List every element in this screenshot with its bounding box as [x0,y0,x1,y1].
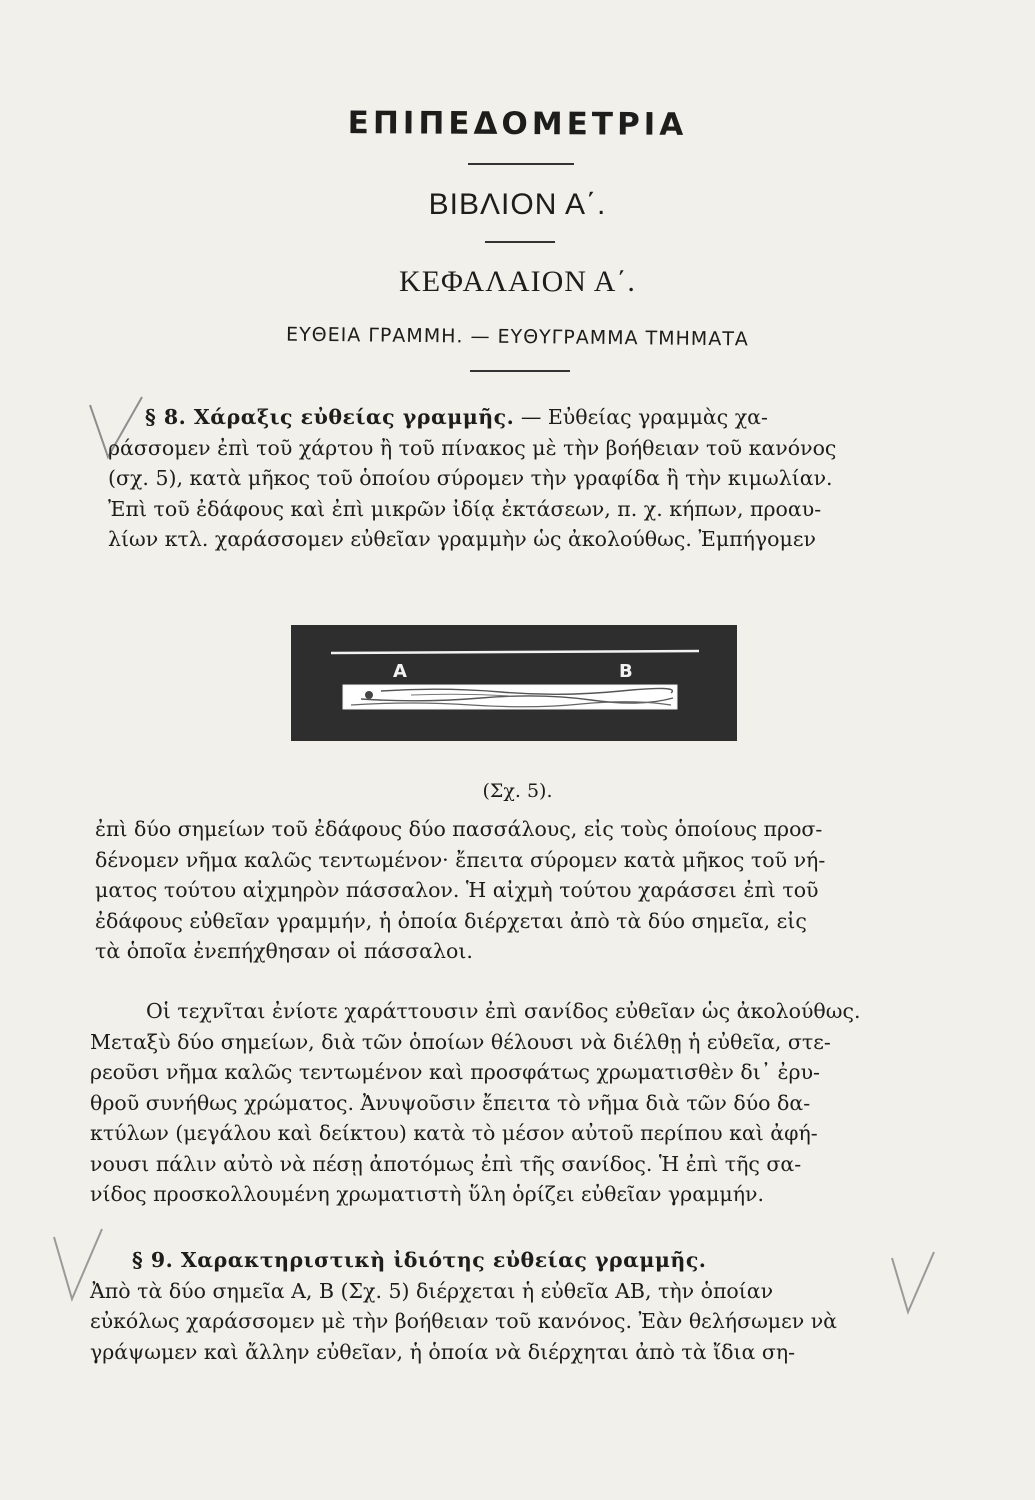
paragraph-2-line: δένομεν νῆμα καλῶς τεντωμένον· ἔπειτα σύρομεν κατὰ μῆκος τοῦ νή- [95,847,826,872]
wooden-ruler [343,685,677,709]
paragraph-3-line: Οἱ τεχνῖται ἐνίοτε χαράττουσιν ἐπὶ σανίδος εὐθεῖαν ὡς ἀκολούθως. [146,999,861,1023]
subtitle-rule [470,370,570,372]
section-9-first-line [90,1245,935,1276]
section-8-heading: § 8. Χάραξις εὐθείας γραμμῆς. [145,405,515,429]
book-title: ΒΙΒΛΙΟΝ Α΄. [428,188,607,221]
paragraph-2-line: ματος τούτου αἰχμηρὸν πάσσαλον. Ἡ αἰχμὴ τούτου χαράσσει ἐπὶ τοῦ [95,878,819,902]
paragraph-3-line: Μεταξὺ δύο σημείων, διὰ τῶν ὁποίων θέλουσι νὰ διέλθῃ ἡ εὐθεῖα, στε- [90,1029,831,1054]
section-8-line: — Εὐθείας γραμμὰς χα- [520,405,768,429]
paragraph-3-line: θροῦ συνήθως χρώματος. Ἀνυψοῦσιν ἔπειτα τὸ νῆμα διὰ τῶν δύο δα- [90,1090,811,1115]
title-rule [468,163,574,165]
paragraph-2-line: ἐπὶ δύο σημείων τοῦ ἐδάφους δύο πασσάλους, εἰς τοὺς ὁποίους προσ- [95,817,823,841]
label-a: A [393,661,407,682]
paragraph-3-line: κτύλων (μεγάλου καὶ δείκτου) κατὰ τὸ μέσον αὐτοῦ περίπου καὶ ἀφή- [90,1121,818,1145]
main-title: ΕΠΙΠΕΔΟΜΕΤΡΙΑ [347,105,688,143]
paragraph-3-line: νίδος προσκολλουμένη χρωματιστὴ ὕλη ὁρίζει εὐθεῖαν γραμμήν. [90,1182,764,1206]
paragraph-2-line: τὰ ὁποῖα ἐνεπήχθησαν οἱ πάσσαλοι. [95,939,473,963]
section-9-line: εὐκόλως χαράσσομεν μὲ τὴν βοήθειαν τοῦ κανόνος. Ἐὰν θελήσωμεν νὰ [90,1309,838,1333]
paragraph-2 [95,814,935,967]
line-ab [331,651,699,653]
section-8-line: λίων κτλ. χαράσσομεν εὐθεῖαν γραμμὴν ὡς ἀκολούθως. Ἐμπήγομεν [108,527,816,551]
section-8-line: (σχ. 5), κατὰ μῆκος τοῦ ὁποίου σύρομεν τὴν γραφίδα ἢ τὴν κιμωλίαν. [108,466,833,490]
section-9-line: γράψωμεν καὶ ἄλλην εὐθεῖαν, ἡ ὁποία νὰ διέρχηται ἀπὸ τὰ ἴδια ση- [90,1339,796,1364]
figure-ruler-illustration [291,625,737,741]
paragraph-2-line: ἐδάφους εὐθεῖαν γραμμήν, ἡ ὁποία διέρχεται ἀπὸ τὰ δύο σημεῖα, εἰς [95,908,807,933]
figure-caption: (Σχ. 5). [482,780,553,802]
chapter-title: ΚΕΦΑΛΑΙΟΝ Α΄. [399,265,636,298]
label-b: B [619,661,633,682]
section-9-heading: § 9. Χαρακτηριστικὴ ἰδιότης εὐθείας γραμμῆς. [132,1248,707,1272]
paragraph-3-line: ρεοῦσι νῆμα καλῶς τεντωμένον καὶ προσφάτως χρωματισθὲν δι᾽ ἐρυ- [90,1060,820,1084]
ruler-drawing [291,625,737,741]
paragraph-3-line: νουσι πάλιν αὐτὸ νὰ πέσῃ ἀποτόμως ἐπὶ τῆς σανίδος. Ἡ ἐπὶ τῆς σα- [90,1151,802,1176]
paragraph-3 [90,996,940,1210]
section-9-line: Ἀπὸ τὰ δύο σημεῖα Α, Β (Σχ. 5) διέρχεται ἡ εὐθεῖα ΑΒ, τὴν ὁποίαν [90,1278,774,1303]
section-8-line: ράσσομεν ἐπὶ τοῦ χάρτου ἢ τοῦ πίνακος μὲ τὴν βοήθειαν τοῦ κανόνος [108,435,837,460]
section-subtitle: ΕΥΘΕΙΑ ΓΡΑΜΜΗ. — ΕΥΘΥΓΡΑΜΜΑ ΤΜΗΜΑΤΑ [286,323,749,351]
book-rule [485,241,555,243]
section-8-paragraph [108,402,940,555]
section-8-line: Ἐπὶ τοῦ ἐδάφους καὶ ἐπὶ μικρῶν ἰδίᾳ ἐκτάσεων, π. χ. κήπων, προαυ- [108,496,822,521]
section-8-first-line [108,402,940,433]
section-9-paragraph [90,1245,935,1367]
